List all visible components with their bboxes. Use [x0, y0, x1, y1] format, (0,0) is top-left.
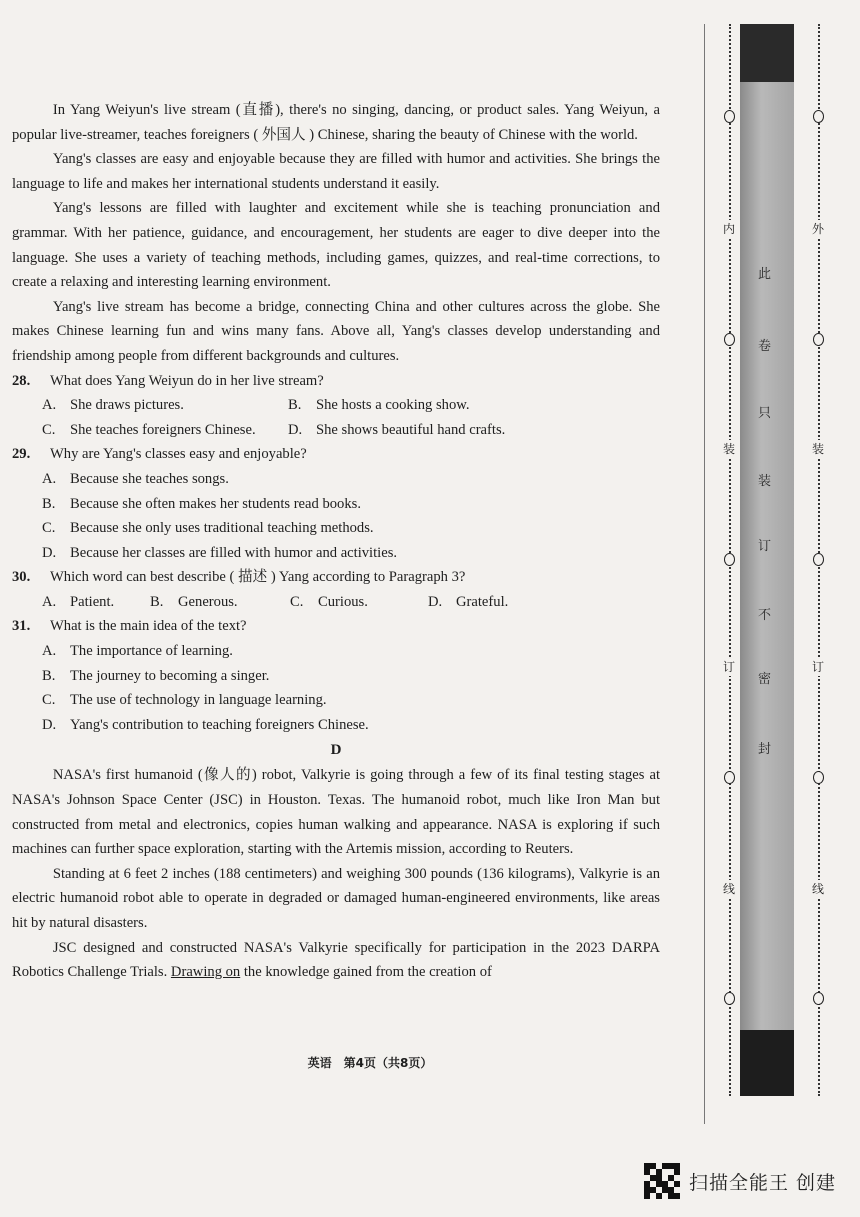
passage-c-paragraph-4: Yang's live stream has become a bridge, connecting China and other cultures across the globe. She makes Chinese learning fun and wins many fans. Above all, Yang's classes develop understanding and friendship among people from different backgrounds and cultures.	[12, 298, 660, 364]
option-c: C. Curious.	[290, 593, 368, 610]
option-d: D. Grateful.	[428, 593, 509, 610]
option-b: B. The journey to becoming a singer.	[42, 667, 270, 684]
band-char: 封	[758, 742, 772, 757]
circle-mark	[724, 333, 735, 346]
band-char: 此	[758, 267, 772, 282]
outer-mark: 外	[812, 222, 825, 236]
exam-page-content	[12, 98, 660, 985]
question-stem: What is the main idea of the text?	[50, 618, 247, 635]
inner-mark: 装	[723, 442, 736, 456]
question-number: 30.	[12, 569, 31, 586]
question-number: 31.	[12, 618, 31, 635]
option-b: B. Generous.	[150, 593, 238, 610]
inner-mark: 内	[723, 222, 736, 236]
circle-mark	[813, 553, 824, 566]
outer-mark: 订	[812, 660, 825, 674]
passage-c-paragraph-3: Yang's lessons are filled with laughter and excitement while she is teaching pronunciation and grammar. With her patience, guidance, and encouragement, her students are eager to dive deeper into the language. She uses a variety of teaching methods, including games, quizzes, and real-time corrections, to create a relaxing and interesting learning environment.	[12, 200, 660, 291]
option-c: C. She teaches foreigners Chinese.	[42, 421, 256, 438]
outer-mark: 装	[812, 442, 825, 456]
binding-band	[740, 24, 794, 1096]
circle-mark	[813, 110, 824, 123]
option-a: A. Patient.	[42, 593, 115, 610]
band-char: 订	[758, 539, 772, 554]
circle-mark	[724, 992, 735, 1005]
page-footer: 英语 第4页（共8页）	[307, 1056, 433, 1070]
passage-d-paragraph-3: JSC designed and constructed NASA's Valkyrie specifically for participation in the 2023 DARPA Robotics Challenge Trials. Drawing on the knowledge gained from the creation of	[12, 939, 660, 981]
passage-c-paragraph-1: In Yang Weiyun's live stream (直播), there's no singing, dancing, or product sales. Yang Weiyun, a popular live-streamer, teaches foreigners ( 外国人 ) Chinese, sharing the beauty of Chinese with the world.	[12, 102, 660, 143]
question-28	[12, 369, 660, 443]
passage-d-paragraph-1: NASA's first humanoid (像人的) robot, Valkyrie is going through a few of its final testing stages at NASA's Johnson Space Center (JSC) in Houston. Texas. The humanoid robot, much like Iron Man but constructed from metal and electronics, copies human walking and appearance. NASA is exploring if such machines can further space exploration, starting with the Artemis mission, according to Reuters.	[12, 767, 660, 858]
band-char: 不	[758, 608, 772, 623]
band-char: 卷	[758, 339, 772, 354]
option-a: A. Because she teaches songs.	[42, 470, 229, 487]
inner-mark: 订	[723, 660, 736, 674]
option-c: C. Because she only uses traditional teaching methods.	[42, 520, 374, 537]
question-29	[12, 442, 660, 565]
question-30	[12, 565, 660, 614]
outer-mark: 线	[812, 882, 825, 896]
option-b: B. She hosts a cooking show.	[288, 397, 470, 414]
circle-mark	[813, 333, 824, 346]
circle-mark	[724, 110, 735, 123]
question-number: 28.	[12, 372, 31, 389]
question-stem: What does Yang Weiyun do in her live stream?	[50, 372, 324, 389]
band-char: 装	[758, 474, 772, 489]
option-d: D. Because her classes are filled with humor and activities.	[42, 544, 398, 561]
band-char: 只	[758, 406, 772, 421]
watermark-text: 扫描全能王 创建	[689, 1171, 837, 1194]
circle-mark	[724, 771, 735, 784]
band-char: 密	[758, 672, 772, 687]
inner-mark: 线	[723, 882, 736, 896]
binding-band-bottom	[740, 1030, 794, 1096]
scanner-watermark	[644, 1163, 836, 1199]
section-d-title: D	[330, 742, 342, 759]
option-d: D. She shows beautiful hand crafts.	[288, 421, 506, 438]
option-d: D. Yang's contribution to teaching foreigners Chinese.	[42, 716, 369, 733]
option-a: A. She draws pictures.	[42, 397, 184, 414]
margin-rule	[704, 24, 705, 1124]
underlined-phrase: Drawing on	[170, 964, 241, 981]
question-stem: Why are Yang's classes easy and enjoyable?	[50, 446, 307, 463]
option-c: C. The use of technology in language learning.	[42, 692, 327, 709]
circle-mark	[813, 771, 824, 784]
option-b: B. Because she often makes her students read books.	[42, 495, 361, 512]
question-31	[12, 614, 660, 737]
option-a: A. The importance of learning.	[42, 643, 233, 660]
question-number: 29.	[12, 446, 31, 463]
passage-c-paragraph-2: Yang's classes are easy and enjoyable because they are filled with humor and activities. She brings the language to life and makes her international students understand it easily.	[12, 151, 660, 192]
binding-band-top	[740, 24, 794, 82]
circle-mark	[724, 553, 735, 566]
question-stem: Which word can best describe ( 描述 ) Yang according to Paragraph 3?	[50, 569, 466, 586]
passage-d-paragraph-2: Standing at 6 feet 2 inches (188 centimeters) and weighing 300 pounds (136 kilograms), Valkyrie is an electric humanoid robot able to operate in degraded or damaged human-engineered environments, like areas hit by natural disasters.	[12, 865, 660, 931]
circle-mark	[813, 992, 824, 1005]
qr-code-icon	[644, 1163, 680, 1199]
